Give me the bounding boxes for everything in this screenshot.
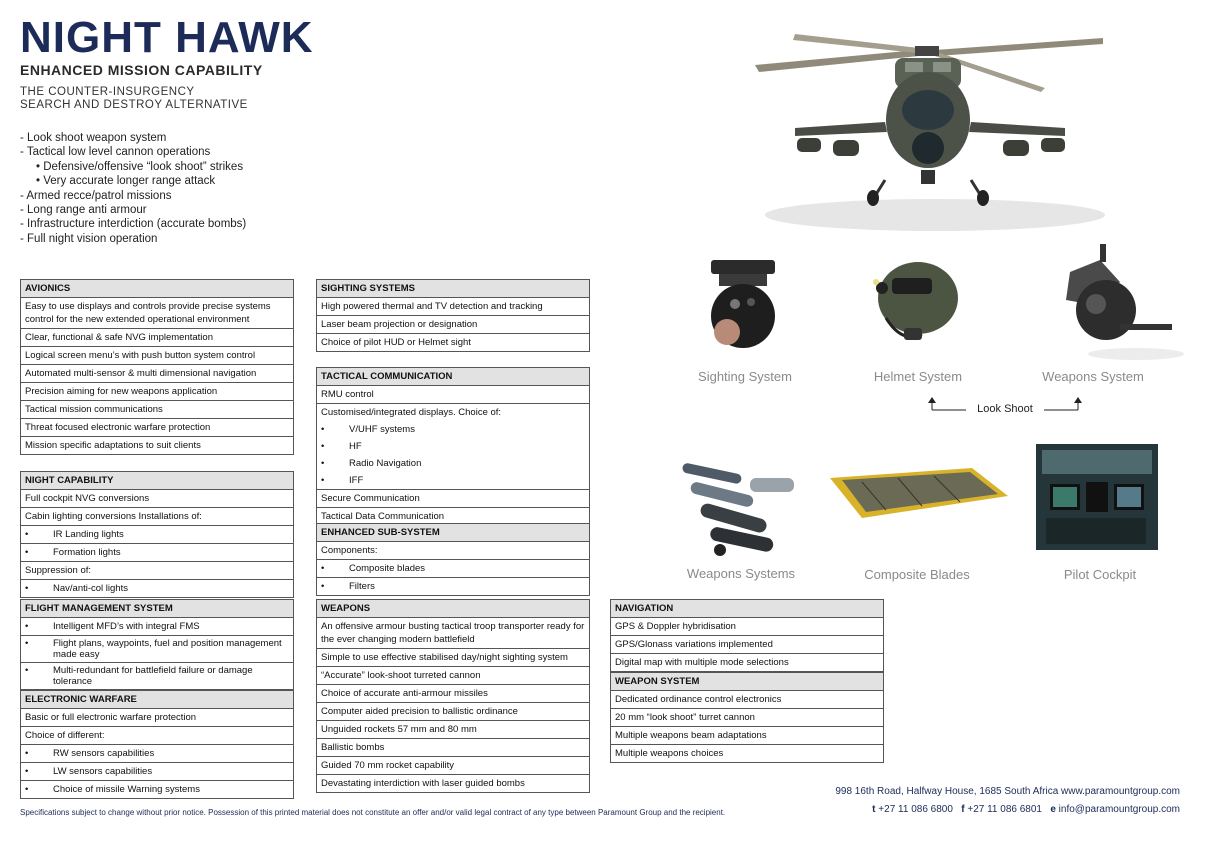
disclaimer: Specifications subject to change without prior notice. Possession of this printed material does not constitute an offer and/or valid legal contract of any type between Paramount Group and the recipient. (20, 808, 726, 817)
table-row: • Multi-redundant for battlefield failure or damage tolerance (21, 663, 293, 690)
table-row: • Formation lights (21, 544, 293, 562)
phone-number: +27 11 086 6800 (878, 804, 953, 815)
table-row: Mission specific adaptations to suit clients (25, 440, 201, 451)
list-item: Filters (349, 581, 375, 592)
table-row: • RW sensors capabilities (21, 745, 293, 763)
list-item: - Tactical low level cannon operations (20, 146, 211, 159)
table-row: Multiple weapons choices (615, 748, 724, 759)
fax-label: f (961, 804, 965, 815)
table-row: Tactical Data Communication (321, 511, 445, 522)
list-item: - Armed recce/patrol missions (20, 189, 172, 202)
table-header: AVIONICS (21, 280, 293, 298)
table-row: Secure Communication (317, 490, 589, 508)
table-row: GPS/Glonass variations implemented (611, 636, 883, 654)
list-item: Formation lights (53, 547, 121, 558)
list-item: IR Landing lights (53, 529, 124, 540)
table-row: Devastating interdiction with laser guided bombs (321, 778, 525, 789)
tactical-communication-table (316, 367, 590, 526)
helicopter-image (735, 10, 1125, 242)
enhanced-subsystem-table (316, 523, 590, 596)
sighting-systems-table (316, 279, 590, 352)
list-item: V/UHF systems (349, 424, 415, 435)
table-row: Precision aiming for new weapons application (21, 383, 293, 401)
weapons-systems-image (680, 458, 806, 560)
list-item: - Full night vision operation (20, 232, 158, 245)
table-row: Unguided rockets 57 mm and 80 mm (317, 721, 589, 739)
caption-weapons-system: Weapons System (1042, 369, 1144, 384)
contact-line (872, 804, 1180, 815)
email-label: e (1050, 804, 1056, 815)
tagline (20, 86, 248, 112)
helmet-system-image (862, 248, 974, 360)
table-header: SIGHTING SYSTEMS (317, 280, 589, 298)
page-subtitle: ENHANCED MISSION CAPABILITY (20, 62, 263, 78)
table-row: Choice of accurate anti-armour missiles (317, 685, 589, 703)
table-header: FLIGHT MANAGEMENT SYSTEM (21, 600, 293, 618)
table-row: Tactical mission communications (21, 401, 293, 419)
caption-pilot-cockpit: Pilot Cockpit (1063, 567, 1137, 582)
table-row: Digital map with multiple mode selections (611, 654, 883, 672)
tagline-line: SEARCH AND DESTROY ALTERNATIVE (20, 99, 248, 111)
night-capability-table (20, 471, 294, 598)
table-row: • HF (317, 438, 589, 455)
list-item: Intelligent MFD’s with integral FMS (53, 621, 200, 632)
table-row: Multiple weapons beam adaptations (611, 727, 883, 745)
table-row: “Accurate” look-shoot turreted cannon (317, 667, 589, 685)
list-item: HF (349, 441, 362, 452)
table-row: Clear, functional & safe NVG implementation (21, 329, 293, 347)
email-address: info@paramountgroup.com (1058, 804, 1180, 815)
weapons-table (316, 599, 590, 793)
weapons-system-image (1040, 242, 1188, 360)
capability-list (20, 131, 340, 246)
fax-number: +27 11 086 6801 (967, 804, 1042, 815)
table-header: WEAPON SYSTEM (611, 672, 883, 691)
list-item: Multi-redundant for battlefield failure or damage tolerance (53, 665, 253, 687)
table-header: WEAPONS (317, 600, 589, 618)
table-row: Customised/integrated displays. Choice of: (321, 407, 502, 418)
list-item: RW sensors capabilities (53, 748, 155, 759)
table-row: • IFF (317, 472, 589, 490)
table-header: NIGHT CAPABILITY (21, 472, 293, 490)
table-row: Simple to use effective stabilised day/night sighting system (317, 649, 589, 667)
table-row: Ballistic bombs (317, 739, 589, 757)
table-row: • Radio Navigation (317, 455, 589, 472)
table-header: NAVIGATION (611, 600, 883, 618)
table-row: Automated multi-sensor & multi dimensional navigation (21, 365, 293, 383)
table-row: Full cockpit NVG conversions (21, 490, 293, 508)
list-item: Composite blades (349, 563, 426, 574)
caption-sighting-system: Sighting System (698, 369, 792, 384)
table-row: Basic or full electronic warfare protection (21, 709, 293, 727)
table-header: ENHANCED SUB-SYSTEM (317, 524, 589, 542)
table-row: • V/UHF systems (317, 421, 589, 438)
list-item: Choice of missile Warning systems (53, 784, 200, 795)
table-row: • IR Landing lights (21, 526, 293, 544)
table-row: Easy to use displays and controls provide precise systems control for the new extended operational environment (21, 298, 293, 329)
table-row: Laser beam projection or designation (317, 316, 589, 334)
table-row: An offensive armour busting tactical troop transporter ready for the ever changing modern battlefield (317, 618, 589, 649)
composite-blades-image (822, 462, 1010, 522)
table-header: ELECTRONIC WARFARE (21, 690, 293, 709)
table-row: • LW sensors capabilities (21, 763, 293, 781)
list-item: Radio Navigation (349, 458, 422, 469)
list-item: LW sensors capabilities (53, 766, 153, 777)
flight-management-table (20, 599, 294, 799)
table-row: • Filters (317, 578, 589, 595)
table-row: Threat focused electronic warfare protection (21, 419, 293, 437)
sighting-system-image (693, 252, 793, 352)
table-row: High powered thermal and TV detection and tracking (317, 298, 589, 316)
table-row: GPS & Doppler hybridisation (611, 618, 883, 636)
list-item: - Long range anti armour (20, 204, 147, 217)
tagline-line: THE COUNTER-INSURGENCY (20, 86, 195, 98)
caption-helmet-system: Helmet System (873, 369, 963, 384)
table-row: Components: (317, 542, 589, 560)
table-row: • Choice of missile Warning systems (21, 781, 293, 798)
list-item: • Very accurate longer range attack (36, 175, 216, 188)
look-shoot-label: Look Shoot (977, 403, 1033, 415)
table-row: • Intelligent MFD’s with integral FMS (21, 618, 293, 636)
list-item: IFF (349, 475, 364, 486)
table-row: Choice of different: (21, 727, 293, 745)
list-item: - Look shoot weapon system (20, 132, 167, 144)
table-header: TACTICAL COMMUNICATION (317, 368, 589, 386)
list-item: • Defensive/offensive “look shoot” strikes (36, 160, 244, 173)
table-row: Computer aided precision to ballistic ordinance (317, 703, 589, 721)
table-row: • Flight plans, waypoints, fuel and position management made easy (21, 636, 293, 663)
table-row: Suppression of: (21, 562, 293, 580)
table-row: Cabin lighting conversions Installations of: (21, 508, 293, 526)
table-row: RMU control (317, 386, 589, 404)
caption-weapons-systems: Weapons Systems (686, 566, 796, 581)
list-item: - Infrastructure interdiction (accurate bombs) (20, 218, 247, 231)
table-row: Logical screen menu’s with push button system control (21, 347, 293, 365)
table-row: 20 mm “look shoot” turret cannon (611, 709, 883, 727)
table-row: Dedicated ordinance control electronics (611, 691, 883, 709)
table-row: • Nav/anti-col lights (21, 580, 293, 597)
table-row: Guided 70 mm rocket capability (317, 757, 589, 775)
caption-composite-blades: Composite Blades (864, 567, 970, 582)
phone-label: t (872, 804, 876, 815)
page-title: NIGHT HAWK (20, 13, 314, 62)
pilot-cockpit-image (1036, 444, 1158, 550)
table-row: • Composite blades (317, 560, 589, 578)
list-item: Nav/anti-col lights (53, 583, 128, 594)
table-row: Choice of pilot HUD or Helmet sight (321, 337, 471, 348)
avionics-table (20, 279, 294, 455)
list-item: Flight plans, waypoints, fuel and position management made easy (53, 638, 282, 660)
address: 998 16th Road, Halfway House, 1685 South Africa www.paramountgroup.com (835, 786, 1180, 797)
navigation-table (610, 599, 884, 763)
